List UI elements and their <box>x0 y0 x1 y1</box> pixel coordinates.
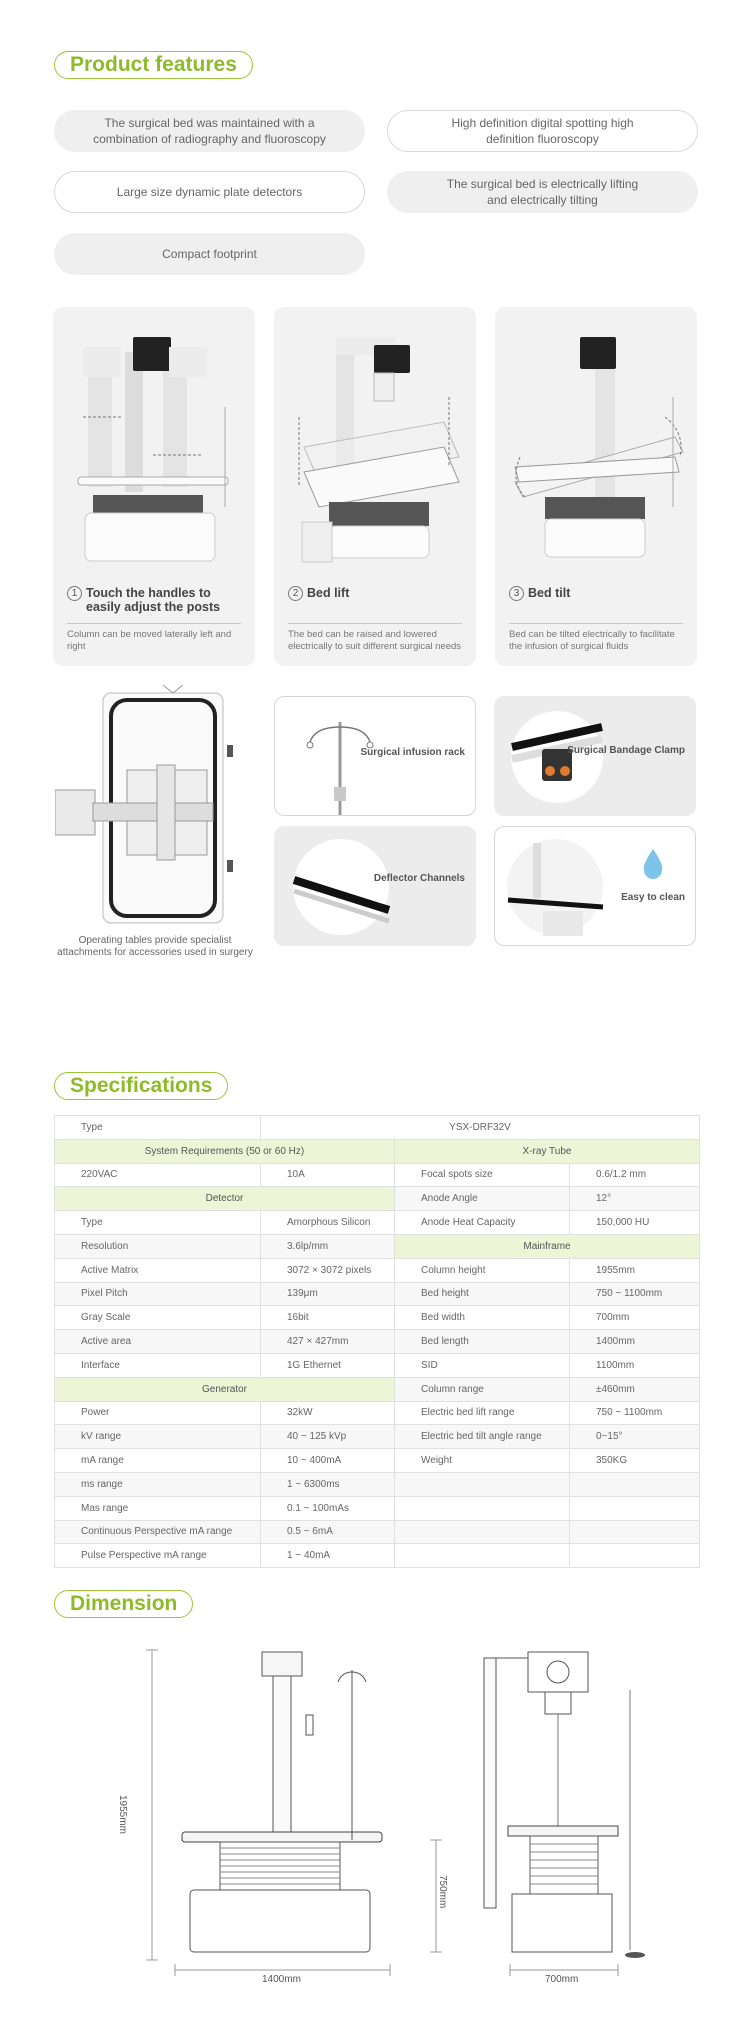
table-cell: Type <box>55 1211 261 1235</box>
table-cell: Mas range <box>55 1496 261 1520</box>
dimension-title: Dimension <box>54 1590 193 1618</box>
feature-item: High definition digital spotting high definition fluoroscopy <box>387 110 698 152</box>
accessory-infusion-rack <box>274 696 476 816</box>
card-title: 3 Bed tilt <box>509 586 689 601</box>
feature-item: The surgical bed is electrically lifting and electrically tilting <box>387 171 698 213</box>
product-features-title: Product features <box>54 51 253 79</box>
table-cell: 1100mm <box>570 1353 700 1377</box>
table-cell <box>570 1472 700 1496</box>
accessory-label: Deflector Channels <box>373 873 465 884</box>
table-cell <box>395 1496 570 1520</box>
divider <box>509 623 683 624</box>
infusion-rack-icon <box>295 707 385 816</box>
table-cell: SID <box>395 1353 570 1377</box>
table-section-header: System Requirements (50 or 60 Hz) <box>55 1139 395 1163</box>
table-cell: ±460mm <box>570 1377 700 1401</box>
side-view-drawing <box>470 1650 660 1990</box>
table-row <box>55 1234 700 1258</box>
length-dimension-label: 1400mm <box>262 1974 301 1985</box>
table-cell: 10A <box>261 1163 395 1187</box>
table-cell: 1955mm <box>570 1258 700 1282</box>
feature-item: Compact footprint <box>54 233 365 275</box>
table-cell: 32kW <box>261 1401 395 1425</box>
accessory-label: Easy to clean <box>621 892 685 903</box>
table-section-header: X-ray Tube <box>395 1139 700 1163</box>
card-description: Column can be moved laterally left and right <box>67 629 232 652</box>
table-cell: Active Matrix <box>55 1258 261 1282</box>
bed-height-dimension-label: 750mm <box>437 1875 448 1909</box>
table-row <box>55 1401 700 1425</box>
table-cell: 3072 × 3072 pixels <box>261 1258 395 1282</box>
table-cell: kV range <box>55 1425 261 1449</box>
table-cell: 1400mm <box>570 1330 700 1354</box>
table-row <box>55 1306 700 1330</box>
table-cell: 10 ~ 400mA <box>261 1449 395 1473</box>
table-row <box>55 1116 700 1140</box>
table-cell: Interface <box>55 1353 261 1377</box>
table-cell: Column height <box>395 1258 570 1282</box>
accessory-label: Surgical infusion rack <box>360 747 465 758</box>
table-cell: 427 × 427mm <box>261 1330 395 1354</box>
table-cell: Active area <box>55 1330 261 1354</box>
table-cell: Pixel Pitch <box>55 1282 261 1306</box>
accessory-deflector-channels <box>274 826 476 946</box>
table-cell: Bed width <box>395 1306 570 1330</box>
accessory-label: Surgical Bandage Clamp <box>567 745 685 756</box>
table-cell: 220VAC <box>55 1163 261 1187</box>
feature-card-posts <box>53 307 255 666</box>
table-cell: Anode Heat Capacity <box>395 1211 570 1235</box>
table-cell: 1G Ethernet <box>261 1353 395 1377</box>
table-cell: Weight <box>395 1449 570 1473</box>
table-cell: 0~15° <box>570 1425 700 1449</box>
table-cell: 350KG <box>570 1449 700 1473</box>
table-cell: 700mm <box>570 1306 700 1330</box>
table-row <box>55 1211 700 1235</box>
divider <box>67 623 241 624</box>
table-cell: Electric bed lift range <box>395 1401 570 1425</box>
table-cell: 750 ~ 1100mm <box>570 1282 700 1306</box>
table-row <box>55 1449 700 1473</box>
bandage-clamp-icon <box>507 707 607 807</box>
front-view-drawing <box>130 1640 460 1990</box>
table-cell: ms range <box>55 1472 261 1496</box>
table-cell: Resolution <box>55 1234 261 1258</box>
table-cell: Electric bed tilt angle range <box>395 1425 570 1449</box>
specifications-title: Specifications <box>54 1072 228 1100</box>
table-cell: 1 ~ 6300ms <box>261 1472 395 1496</box>
table-section-header: Generator <box>55 1377 395 1401</box>
table-row <box>55 1425 700 1449</box>
table-cell <box>395 1472 570 1496</box>
table-cell: Focal spots size <box>395 1163 570 1187</box>
bed-tilt-illustration <box>495 307 697 577</box>
table-row <box>55 1258 700 1282</box>
table-cell: mA range <box>55 1449 261 1473</box>
table-cell: Continuous Perspective mA range <box>55 1520 261 1544</box>
table-cell: Gray Scale <box>55 1306 261 1330</box>
table-section-header: Detector <box>55 1187 395 1211</box>
step-number-icon: 1 <box>67 586 82 601</box>
table-row <box>55 1139 700 1163</box>
accessories-caption: Operating tables provide specialist attachments for accessories used in surgery <box>57 935 253 958</box>
table-row <box>55 1544 700 1568</box>
table-cell: Bed height <box>395 1282 570 1306</box>
table-cell: 0.5 ~ 6mA <box>261 1520 395 1544</box>
table-cell: 150,000 HU <box>570 1211 700 1235</box>
table-cell: Anode Angle <box>395 1187 570 1211</box>
table-cell: 40 ~ 125 kVp <box>261 1425 395 1449</box>
height-dimension-label: 1955mm <box>117 1795 128 1834</box>
table-cell: 3.6lp/mm <box>261 1234 395 1258</box>
card-title: 1 Touch the handles to easily adjust the posts <box>67 586 247 614</box>
table-cell: 139μm <box>261 1282 395 1306</box>
table-cell <box>570 1544 700 1568</box>
feature-item: The surgical bed was maintained with a combination of radiography and fluoroscopy <box>54 110 365 152</box>
column-movement-illustration <box>53 307 255 577</box>
table-cell: 1 ~ 40mA <box>261 1544 395 1568</box>
table-cell: Amorphous Silicon <box>261 1211 395 1235</box>
table-cell: Pulse Perspective mA range <box>55 1544 261 1568</box>
table-cell <box>395 1520 570 1544</box>
feature-card-bed-tilt <box>495 307 697 666</box>
table-cell <box>395 1544 570 1568</box>
feature-item: Large size dynamic plate detectors <box>54 171 365 213</box>
table-cell: 750 ~ 1100mm <box>570 1401 700 1425</box>
table-cell: Bed length <box>395 1330 570 1354</box>
operating-table-top-view <box>55 685 245 930</box>
table-cell <box>570 1496 700 1520</box>
water-drop-icon <box>642 849 664 879</box>
table-row <box>55 1377 700 1401</box>
table-row <box>55 1520 700 1544</box>
table-cell: 0.1 ~ 100mAs <box>261 1496 395 1520</box>
table-cell: 12° <box>570 1187 700 1211</box>
table-row <box>55 1187 700 1211</box>
table-section-header: Mainframe <box>395 1234 700 1258</box>
table-cell <box>570 1520 700 1544</box>
accessory-easy-to-clean <box>494 826 696 946</box>
accessory-bandage-clamp <box>494 696 696 816</box>
table-row <box>55 1330 700 1354</box>
easy-clean-icon <box>503 835 613 939</box>
feature-card-bed-lift <box>274 307 476 666</box>
step-number-icon: 3 <box>509 586 524 601</box>
table-row <box>55 1472 700 1496</box>
width-dimension-label: 700mm <box>545 1974 579 1985</box>
card-description: Bed can be tilted electrically to facilitate the infusion of surgical fluids <box>509 629 675 652</box>
table-cell: Type <box>55 1116 261 1140</box>
divider <box>288 623 462 624</box>
deflector-channels-icon <box>289 835 393 939</box>
specifications-table <box>54 1115 700 1568</box>
table-row <box>55 1282 700 1306</box>
table-row <box>55 1163 700 1187</box>
table-cell: 16bit <box>261 1306 395 1330</box>
table-cell: Column range <box>395 1377 570 1401</box>
table-cell: Power <box>55 1401 261 1425</box>
bed-lift-illustration <box>274 307 476 577</box>
card-description: The bed can be raised and lowered electrically to suit different surgical needs <box>288 629 462 652</box>
card-title: 2 Bed lift <box>288 586 468 601</box>
step-number-icon: 2 <box>288 586 303 601</box>
table-cell: 0.6/1.2 mm <box>570 1163 700 1187</box>
table-row <box>55 1353 700 1377</box>
table-cell: YSX-DRF32V <box>261 1116 700 1140</box>
table-row <box>55 1496 700 1520</box>
